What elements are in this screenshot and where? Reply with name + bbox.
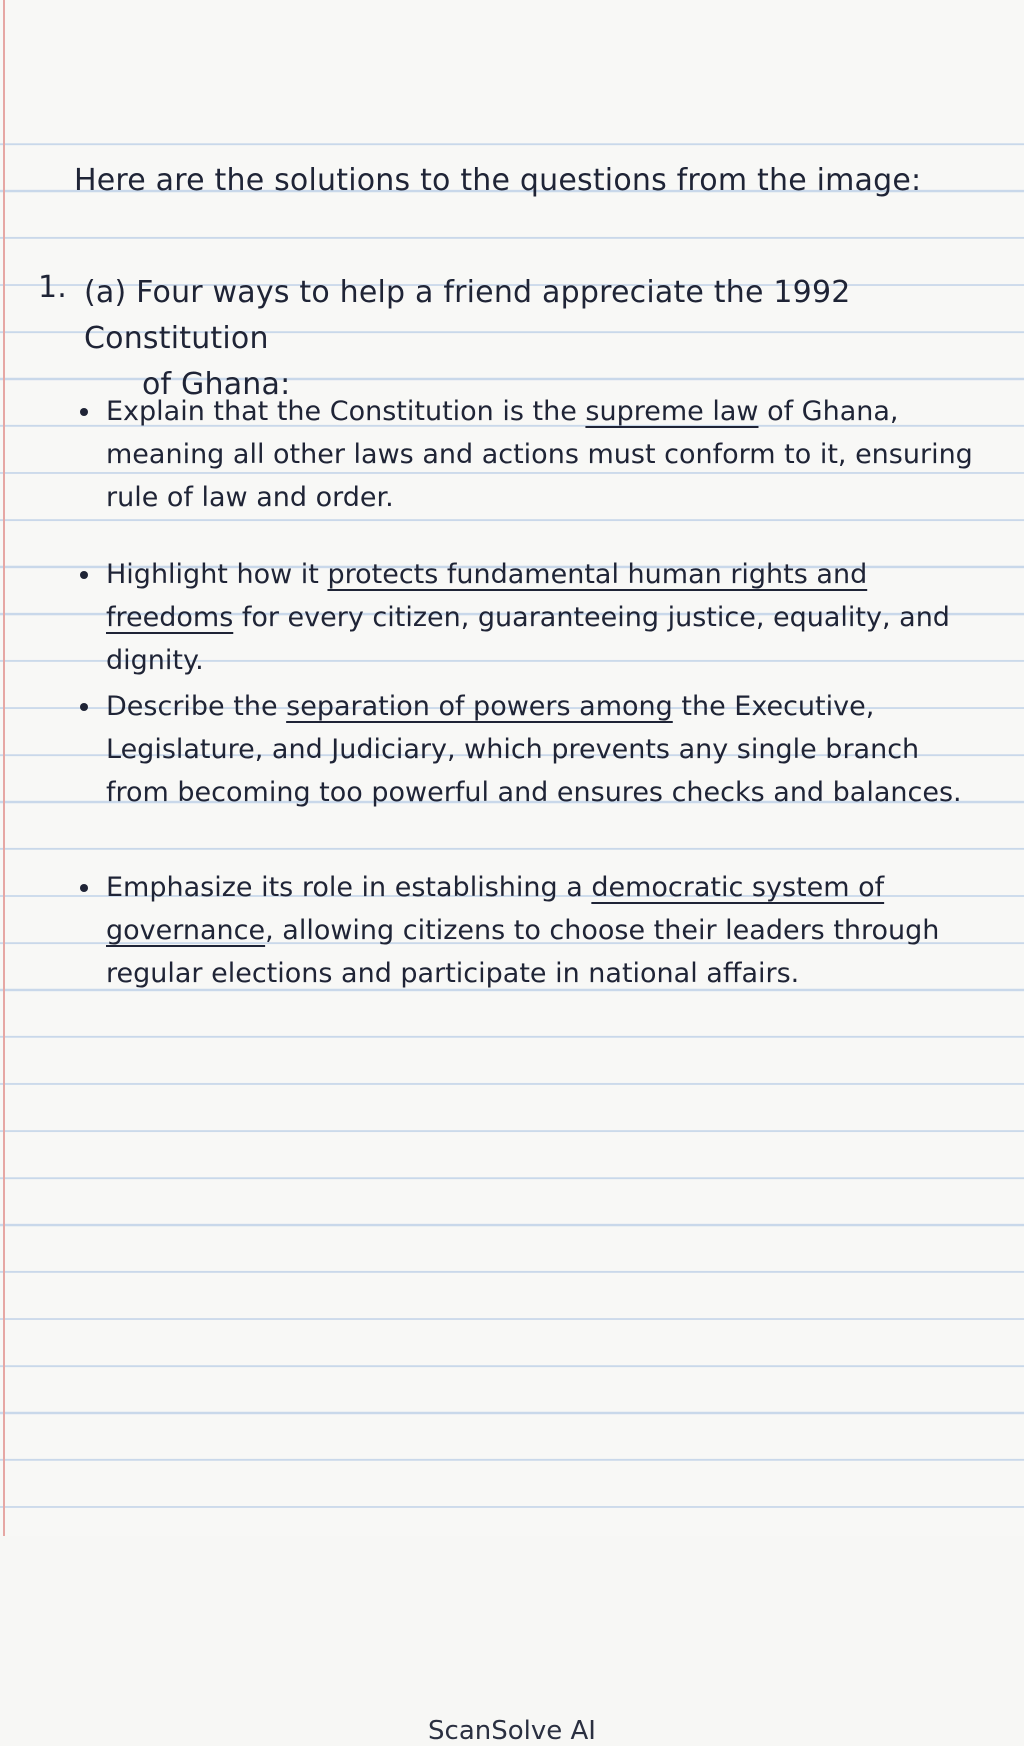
bullet-item-1 bbox=[80, 390, 990, 519]
underlined-phrase: supreme law bbox=[585, 396, 759, 427]
underlined-phrase: separation of powers among bbox=[286, 691, 673, 722]
margin-line bbox=[3, 0, 5, 1536]
bullet-dot bbox=[80, 703, 88, 711]
bullet-text: Emphasize its role in establishing a democratic system of governance, allowing citizens to choose their leaders through regular elections and participate in national affairs. bbox=[106, 872, 940, 989]
intro-line: Here are the solutions to the questions from the image: bbox=[74, 163, 922, 198]
footer-brand: ScanSolve AI bbox=[428, 1716, 596, 1746]
bullet-dot bbox=[80, 408, 88, 416]
underlined-phrase: democratic system of governance bbox=[106, 872, 885, 946]
bullet-dot bbox=[80, 884, 88, 892]
underlined-phrase: protects fundamental human rights and freedoms bbox=[106, 559, 868, 633]
question-label-line2: of Ghana: bbox=[142, 367, 291, 402]
bullet-text: Highlight how it protects fundamental human rights and freedoms for every citizen, guaranteeing justice, equality, and dignity. bbox=[106, 559, 950, 676]
bullet-text: Describe the separation of powers among the Executive, Legislature, and Judiciary, which prevents any single branch from becoming too powerful and ensures checks and balances. bbox=[106, 691, 962, 808]
bullet-dot bbox=[80, 571, 88, 579]
bullet-text: Explain that the Constitution is the supreme law of Ghana, meaning all other laws and actions must conform to it, ensuring rule of law and order. bbox=[106, 396, 973, 513]
question-number: 1. bbox=[38, 270, 68, 305]
question-label-line1: (a) Four ways to help a friend appreciate the 1992 Constitution bbox=[84, 275, 851, 356]
bullet-item-2 bbox=[80, 553, 990, 682]
bullet-item-4 bbox=[80, 866, 990, 995]
question-label bbox=[84, 270, 964, 408]
bullet-item-3 bbox=[80, 685, 990, 814]
